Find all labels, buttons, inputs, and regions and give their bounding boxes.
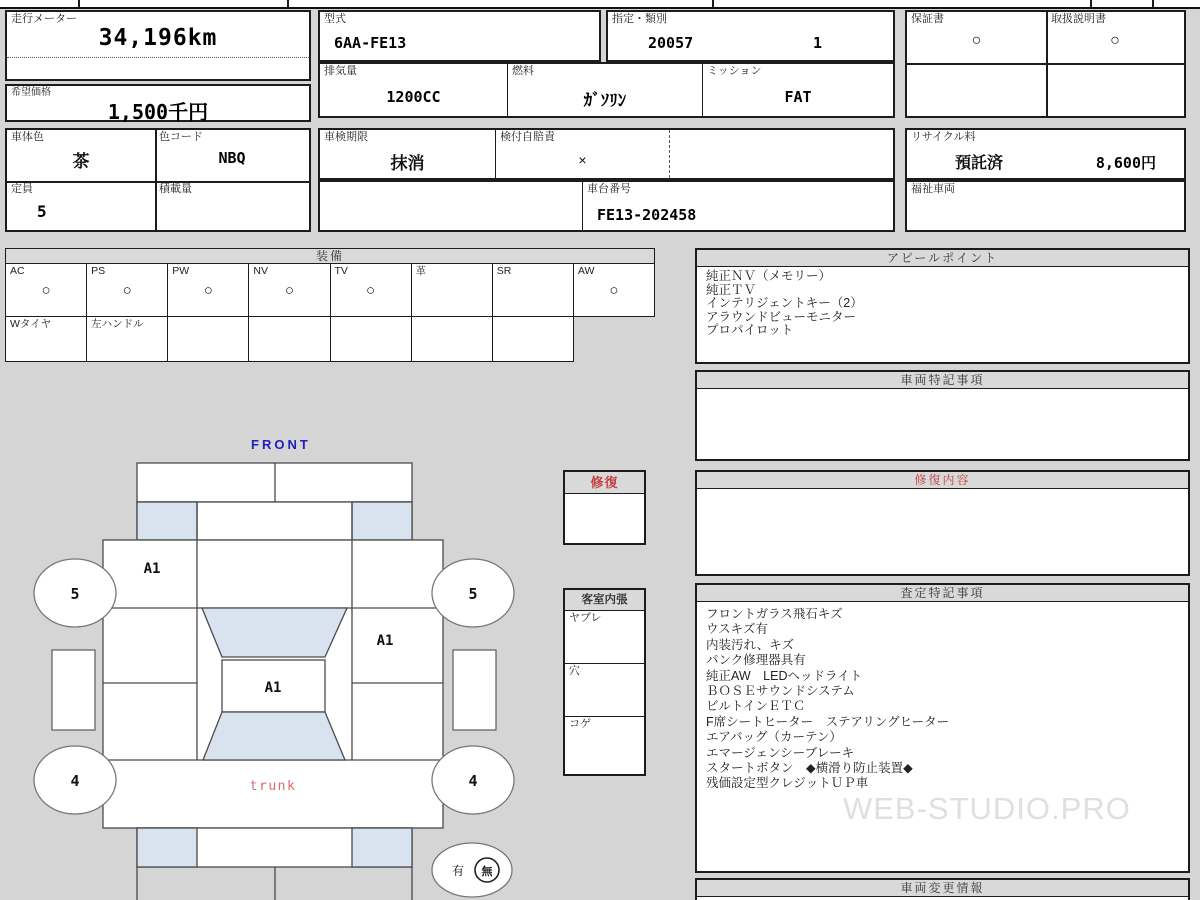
- fuel-label: 燃料: [512, 65, 534, 77]
- designation-class: 1: [813, 34, 823, 52]
- appeal-line: 純正ＴＶ: [706, 282, 757, 297]
- price-value: 1,500千円: [107, 100, 209, 124]
- chassis-row: [318, 180, 895, 232]
- trunk-label: trunk: [249, 779, 297, 794]
- equipment-mark: ○: [41, 282, 51, 299]
- divider: [155, 130, 157, 230]
- interior-trim-title: 客室内張: [565, 590, 644, 611]
- equipment-col-tv: [330, 264, 411, 316]
- equipment-note-cell: [6, 317, 86, 361]
- vehicle-change-info-title: 車両変更情報: [697, 880, 1188, 897]
- equipment-note-cell: [167, 317, 248, 361]
- right-mirror: [453, 650, 496, 730]
- divider: [712, 0, 714, 7]
- manual-label: 取扱説明書: [1051, 13, 1106, 25]
- recycle-fee-label: リサイクル料: [911, 131, 976, 143]
- repair-details-box: [695, 470, 1190, 576]
- equipment-col-label: NV: [253, 265, 268, 277]
- mission-label: ミッション: [707, 65, 762, 77]
- body-color-label: 車体色: [11, 131, 44, 143]
- panel-mark-roof: A1: [264, 680, 282, 696]
- model-code-value: 6AA-FE13: [334, 34, 407, 52]
- equipment-mark: ○: [203, 282, 213, 299]
- front-label: FRONT: [251, 437, 311, 452]
- displacement-cell: [320, 64, 507, 116]
- watermark: WEB-STUDIO.PRO: [843, 791, 1131, 826]
- interior-trim-label: ヤブレ: [569, 612, 602, 624]
- equipment-col-label: SR: [496, 265, 512, 277]
- interior-trim-label: コゲ: [569, 718, 591, 730]
- insurance-cell: [495, 130, 669, 178]
- documents-box: [905, 10, 1186, 118]
- designation-label: 指定・類別: [612, 13, 667, 25]
- car-damage-diagram: [30, 455, 535, 900]
- load-capacity-label: 積載量: [159, 183, 192, 195]
- chassis-label: 車台番号: [587, 183, 631, 195]
- equipment-col-ac: [6, 264, 86, 316]
- designation-box: [606, 10, 895, 62]
- inspection-row: [318, 128, 895, 180]
- repair-details-title: 修復内容: [697, 472, 1188, 489]
- capacity-value: 5: [37, 202, 47, 221]
- assessment-line: スタートボタン ◆横滑り防止装置◆: [706, 761, 913, 776]
- interior-trim-label: 穴: [569, 665, 580, 677]
- body-color-value: 茶: [72, 152, 90, 171]
- insurance-value: ×: [578, 152, 587, 168]
- fuel-cell: [507, 64, 702, 116]
- chassis-value: FE13-202458: [597, 206, 697, 224]
- model-code-label: 型式: [324, 13, 346, 25]
- chassis-cell: [582, 182, 893, 230]
- equipment-mark: ○: [122, 282, 132, 299]
- displacement-value: 1200CC: [386, 88, 441, 106]
- displacement-label: 排気量: [324, 65, 357, 77]
- recycle-fee-amount: 8,600円: [1095, 154, 1156, 172]
- spare-tire-have-label: 有: [451, 864, 465, 878]
- assessment-notes-title: 査定特記事項: [697, 585, 1188, 602]
- divider: [7, 181, 309, 183]
- color-code-label: 色コード: [159, 131, 203, 143]
- assessment-line: ＢＯＳＥサウンドシステム: [706, 684, 855, 699]
- fuel-value: ｶﾞｿﾘﾝ: [583, 91, 627, 111]
- wheel-mark-rear-right: 4: [468, 772, 478, 790]
- insurance-label: 検付自賠責: [500, 131, 555, 143]
- assessment-line: ビルトインＥＴＣ: [706, 699, 806, 714]
- assessment-line: エアバッグ（カーテン）: [706, 730, 842, 745]
- price-label: 希望価格: [11, 87, 51, 98]
- wheel-mark-front-left: 5: [70, 585, 80, 603]
- assessment-line: 内装汚れ、キズ: [706, 637, 795, 652]
- assessment-line: エマージェンシーブレーキ: [706, 745, 855, 760]
- equipment-note-cell: [411, 317, 492, 361]
- rear-window: [203, 712, 345, 760]
- recycle-fee-box: [905, 128, 1186, 180]
- price-box: [5, 84, 311, 122]
- assessment-line: フロントガラス飛石キズ: [706, 607, 843, 621]
- interior-trim-row: [565, 663, 644, 716]
- warranty-mark: ○: [971, 32, 982, 49]
- front-right-corner-shade: [352, 502, 412, 540]
- assessment-line: パンク修理器具有: [706, 653, 806, 668]
- interior-trim-row: [565, 716, 644, 773]
- wheel-mark-front-right: 5: [468, 585, 478, 603]
- appeal-line: アラウンドビューモニター: [706, 309, 857, 324]
- divider: [78, 0, 80, 7]
- equipment-col-label: AW: [577, 265, 595, 277]
- divider: [1090, 0, 1092, 7]
- appeal-points-title: アピールポイント: [697, 250, 1188, 267]
- chassis-empty-cell: [320, 182, 582, 230]
- front-left-corner-shade: [137, 502, 197, 540]
- warranty-label: 保証書: [911, 13, 944, 25]
- assessment-line: 純正AW LEDヘッドライト: [706, 668, 863, 683]
- divider: [287, 0, 289, 7]
- odometer-value: 34,196km: [98, 25, 218, 51]
- equipment-note: 左ハンドル: [91, 318, 144, 330]
- inspection-value: 抹消: [390, 154, 425, 173]
- vehicle-notes-box: [695, 370, 1190, 461]
- left-mirror: [52, 650, 95, 730]
- equipment-table: [5, 248, 655, 362]
- equipment-note-cell: [492, 317, 573, 361]
- equipment-col-label: PW: [172, 265, 190, 277]
- odometer-label: 走行メーター: [11, 13, 77, 25]
- manual-mark: ○: [1110, 32, 1120, 49]
- equipment-col-leather: [411, 264, 492, 316]
- vehicle-notes-title: 車両特記事項: [697, 372, 1188, 389]
- equipment-col-label: TV: [334, 265, 348, 277]
- mission-cell: [702, 64, 893, 116]
- panel-mark-right-door: A1: [376, 633, 394, 649]
- equipment-mark: ○: [609, 282, 619, 299]
- appeal-line: 純正ＮＶ（メモリー）: [706, 269, 832, 283]
- top-partial-row: [0, 0, 1200, 9]
- assessment-notes-box: [695, 583, 1190, 873]
- assessment-line: ウスキズ有: [706, 622, 768, 637]
- insurance-empty-cell: [669, 130, 893, 178]
- recycle-fee-status: 預託済: [955, 155, 1004, 172]
- equipment-col-aw: [573, 264, 654, 316]
- appeal-line: インテリジェントキー（2）: [706, 296, 863, 310]
- divider: [1152, 0, 1154, 7]
- inspection-label: 車検期限: [324, 131, 368, 143]
- odometer-box: [5, 10, 311, 81]
- panel-mark-front-left-fender: A1: [143, 561, 161, 577]
- interior-trim-row: [565, 611, 644, 663]
- appeal-points-box: [695, 248, 1190, 364]
- equipment-note-cell: [86, 317, 167, 361]
- equipment-note: Wタイヤ: [10, 318, 52, 330]
- vehicle-change-info-box: [695, 878, 1190, 900]
- equipment-col-label: 革: [415, 265, 427, 277]
- equipment-note-cell: [330, 317, 411, 361]
- equipment-col-label: AC: [10, 265, 25, 277]
- spare-tire-ellipse: [432, 843, 512, 897]
- engine-row: [318, 62, 895, 118]
- equipment-note-cell: [248, 317, 329, 361]
- assessment-line: 残価設定型クレジットＵＰ車: [706, 776, 869, 791]
- equipment-mark: ○: [366, 282, 376, 299]
- inspection-cell: [320, 130, 495, 178]
- equipment-col-ps: [86, 264, 167, 316]
- welfare-box: [905, 180, 1186, 232]
- equipment-col-sr: [492, 264, 573, 316]
- repair-mark-title: 修復: [565, 472, 644, 494]
- rear-right-corner-shade: [352, 828, 412, 867]
- equipment-mark: ○: [284, 282, 294, 299]
- repair-mark-box: [563, 470, 646, 545]
- interior-trim-table: [563, 588, 646, 776]
- equipment-col-pw: [167, 264, 248, 316]
- windshield: [202, 608, 347, 657]
- rear-left-corner-shade: [137, 828, 197, 867]
- designation-number: 20057: [648, 34, 694, 52]
- equipment-title: 装備: [5, 248, 655, 264]
- equipment-col-label: PS: [91, 265, 106, 277]
- body-color-grid: [5, 128, 311, 232]
- model-code-box: [318, 10, 601, 62]
- equipment-col-nv: [248, 264, 329, 316]
- divider: [907, 63, 1184, 65]
- spare-tire-none-label: 無: [481, 865, 493, 878]
- welfare-label: 福祉車両: [911, 183, 955, 195]
- appeal-line: プロパイロット: [706, 323, 794, 337]
- color-code-value: NBQ: [218, 149, 246, 167]
- assessment-line: F席シートヒーター ステアリングヒーター: [706, 714, 950, 729]
- mission-value: FAT: [784, 88, 812, 106]
- wheel-mark-rear-left: 4: [70, 772, 80, 790]
- capacity-label: 定員: [11, 183, 33, 195]
